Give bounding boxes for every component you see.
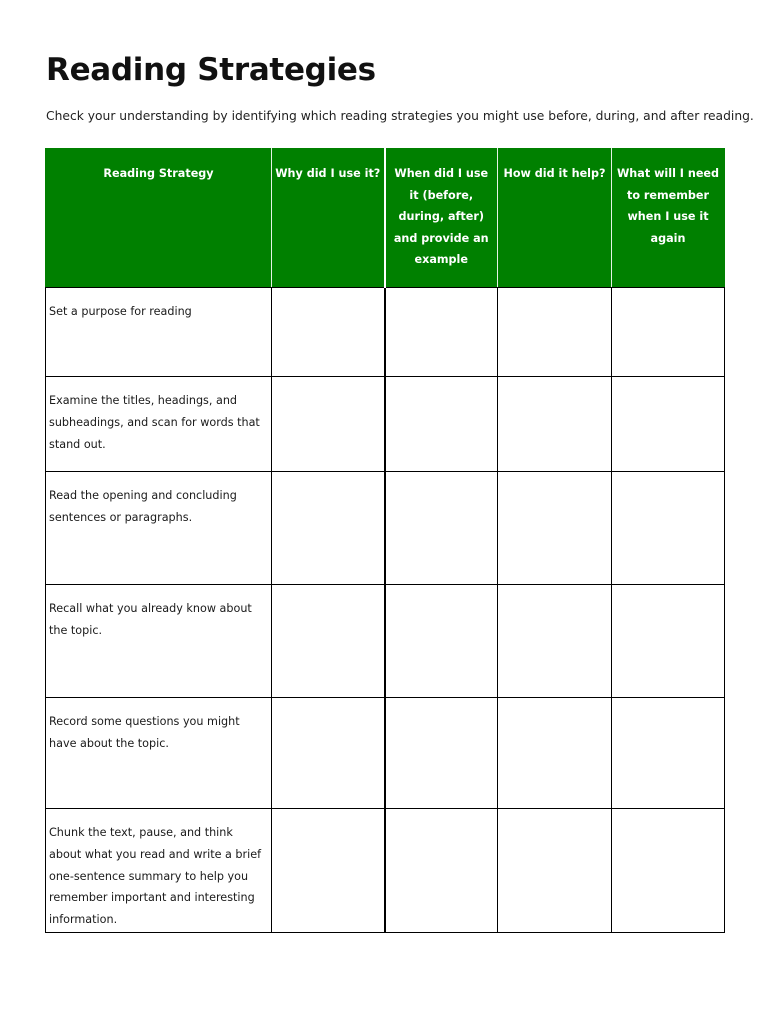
how-cell[interactable] bbox=[498, 377, 612, 472]
strategy-cell: Read the opening and concluding sentences or paragraphs. bbox=[46, 472, 272, 585]
table-row bbox=[46, 288, 725, 377]
how-cell[interactable] bbox=[498, 288, 612, 377]
table-row bbox=[46, 809, 725, 933]
when-cell[interactable] bbox=[385, 809, 498, 933]
remember-cell[interactable] bbox=[612, 377, 725, 472]
header-row bbox=[46, 149, 725, 288]
header-remember: What will I need to remember when I use it again bbox=[612, 149, 725, 288]
remember-cell[interactable] bbox=[612, 585, 725, 698]
why-cell[interactable] bbox=[272, 288, 385, 377]
why-cell[interactable] bbox=[272, 698, 385, 809]
strategy-cell: Set a purpose for reading bbox=[46, 288, 272, 377]
how-cell[interactable] bbox=[498, 809, 612, 933]
strategy-cell: Chunk the text, pause, and think about what you read and write a brief one-sentence summary to help you remember important and interesting information. bbox=[46, 809, 272, 933]
header-reading-strategy: Reading Strategy bbox=[46, 149, 272, 288]
strategy-cell: Examine the titles, headings, and subheadings, and scan for words that stand out. bbox=[46, 377, 272, 472]
why-cell[interactable] bbox=[272, 585, 385, 698]
why-cell[interactable] bbox=[272, 377, 385, 472]
remember-cell[interactable] bbox=[612, 288, 725, 377]
why-cell[interactable] bbox=[272, 472, 385, 585]
table-row bbox=[46, 698, 725, 809]
how-cell[interactable] bbox=[498, 472, 612, 585]
reading-strategies-table bbox=[45, 148, 725, 933]
table-body bbox=[46, 288, 725, 933]
strategy-cell: Recall what you already know about the topic. bbox=[46, 585, 272, 698]
header-why-used: Why did I use it? bbox=[272, 149, 385, 288]
remember-cell[interactable] bbox=[612, 472, 725, 585]
table-row bbox=[46, 377, 725, 472]
header-when-used: When did I use it (before, during, after) and provide an example bbox=[385, 149, 498, 288]
remember-cell[interactable] bbox=[612, 698, 725, 809]
how-cell[interactable] bbox=[498, 585, 612, 698]
strategy-cell: Record some questions you might have about the topic. bbox=[46, 698, 272, 809]
how-cell[interactable] bbox=[498, 698, 612, 809]
header-how-helped: How did it help? bbox=[498, 149, 612, 288]
when-cell[interactable] bbox=[385, 377, 498, 472]
when-cell[interactable] bbox=[385, 585, 498, 698]
when-cell[interactable] bbox=[385, 288, 498, 377]
page-title: Reading Strategies bbox=[46, 52, 376, 88]
table-header bbox=[46, 149, 725, 288]
table-row bbox=[46, 472, 725, 585]
remember-cell[interactable] bbox=[612, 809, 725, 933]
intro-text: Check your understanding by identifying which reading strategies you might use before, during, and after reading. bbox=[46, 109, 754, 123]
why-cell[interactable] bbox=[272, 809, 385, 933]
table-row bbox=[46, 585, 725, 698]
when-cell[interactable] bbox=[385, 698, 498, 809]
when-cell[interactable] bbox=[385, 472, 498, 585]
